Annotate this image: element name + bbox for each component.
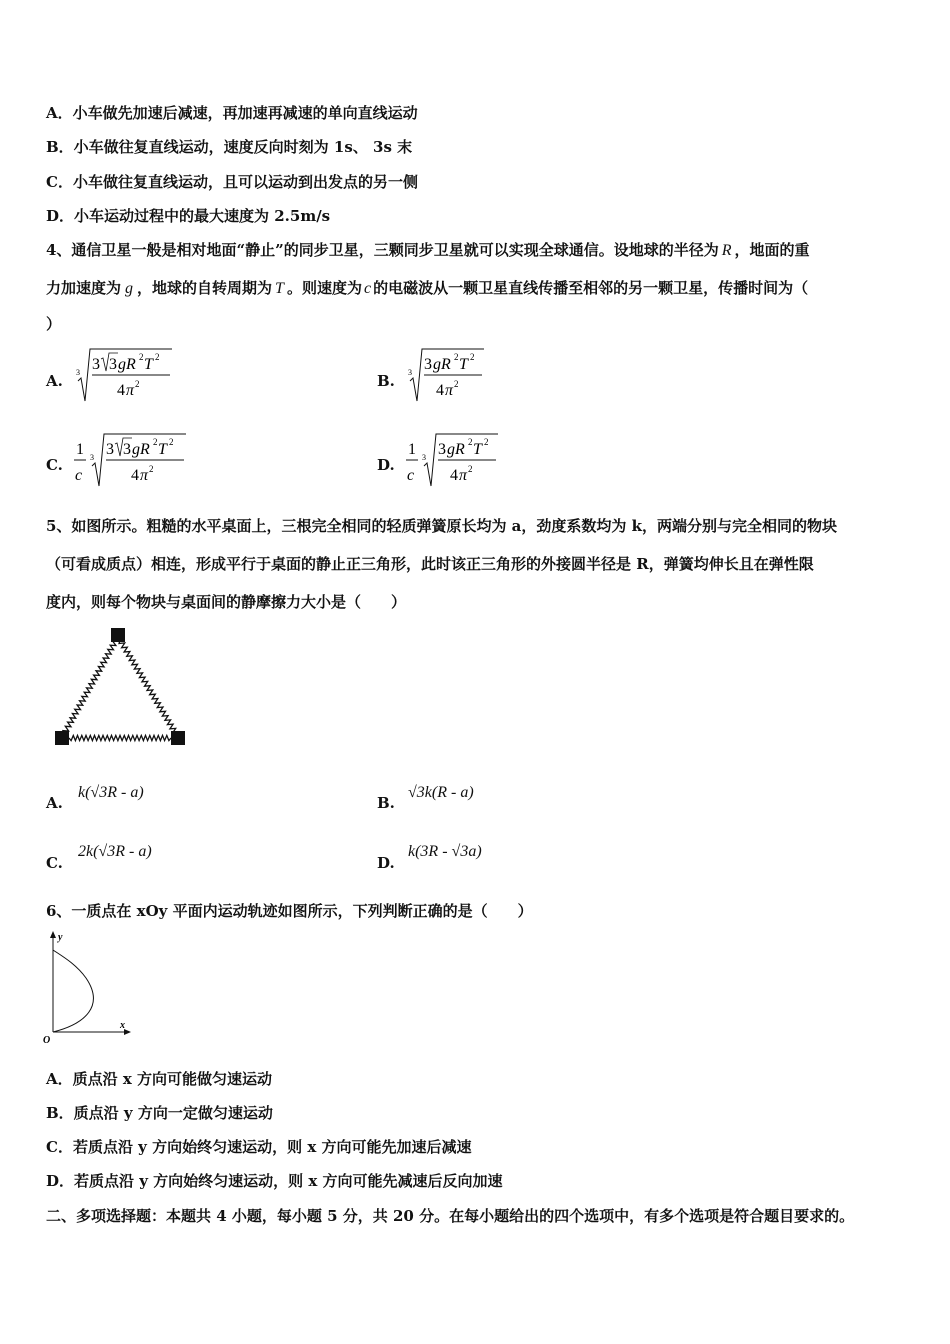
svg-text:3: 3 (408, 368, 412, 377)
svg-text:c: c (75, 467, 83, 484)
svg-text:c: c (407, 467, 415, 484)
svg-text:1: 1 (408, 441, 416, 458)
q5-label-b: B. (377, 794, 395, 812)
svg-text:2: 2 (139, 352, 144, 362)
q5-stem-line3: 度内，则每个物块与桌面间的静摩擦力大小是（ ） (46, 593, 407, 611)
svg-text:3: 3 (106, 441, 114, 458)
q3-option-d: D．小车运动过程中的最大速度为 2.5m/s (46, 207, 331, 225)
q5-answer-d: k(3R - √3a) (408, 843, 482, 860)
svg-text:3: 3 (92, 356, 100, 373)
svg-text:π: π (140, 467, 149, 484)
q5-answer-b: √3k(R - a) (408, 784, 474, 801)
q3-option-a: A．小车做先加速后减速，再加速再减速的单向直线运动 (46, 104, 418, 122)
svg-text:π: π (126, 382, 135, 399)
q5-answer-c: 2k(√3R - a) (78, 843, 152, 860)
q4-var-g: g (125, 280, 134, 297)
q4-formula-a (72, 345, 192, 405)
q3-option-b: B．小车做往复直线运动，速度反向时刻为 1s、 3s 末 (46, 138, 413, 156)
svg-text:3: 3 (109, 356, 117, 373)
section-2-heading: 二、多项选择题：本题共 4 小题，每小题 5 分，共 20 分。在每小题给出的四个选项中，有多个选项是符合题目要求的。 (46, 1207, 855, 1225)
q4-stem-text-d: ，地球的自转周期为 (137, 279, 273, 297)
axis-label-x: x (120, 1020, 125, 1031)
q4-stem-text-c: 力加速度为 (46, 279, 122, 297)
q6-option-c: C．若质点沿 y 方向始终匀速运动，则 x 方向可能先加速后减速 (46, 1138, 472, 1156)
trajectory-curve (53, 950, 93, 1032)
svg-text:2: 2 (454, 379, 459, 389)
origin-label: O (43, 1035, 51, 1046)
q5-stem-line1: 5、如图所示。粗糙的水平桌面上，三根完全相同的轻质弹簧原长均为 a，劲度系数均为 k，两端分别与完全相同的物块 (46, 517, 837, 535)
q6-option-a: A．质点沿 x 方向可能做匀速运动 (46, 1070, 273, 1088)
q6-trajectory-figure (40, 928, 140, 1046)
svg-text:3: 3 (76, 368, 80, 377)
svg-text:2: 2 (468, 437, 473, 447)
spring-zigzag (63, 640, 116, 734)
svg-text:3: 3 (438, 441, 446, 458)
svg-text:3: 3 (90, 453, 94, 462)
q5-label-a: A. (46, 794, 63, 812)
svg-text:4: 4 (131, 467, 139, 484)
svg-text:gR: gR (132, 441, 150, 458)
q4-var-t: T (275, 280, 284, 297)
q5-answer-a: k(√3R - a) (78, 784, 144, 801)
q4-formula-d (404, 430, 514, 490)
axis-label-y: y (58, 932, 63, 943)
q4-stem-text-e: 。则速度为 (286, 279, 362, 297)
svg-text:2: 2 (470, 352, 475, 362)
q5-spring-triangle-figure (48, 622, 193, 752)
q4-formula-c (72, 430, 202, 490)
svg-text:1: 1 (76, 441, 84, 458)
svg-text:T: T (144, 356, 153, 373)
q4-stem-line3: ） (46, 315, 62, 333)
q4-label-c: C. (46, 456, 63, 474)
q4-var-r: R (721, 242, 732, 259)
svg-text:gR: gR (118, 356, 136, 373)
svg-text:π: π (459, 467, 468, 484)
svg-text:3: 3 (424, 356, 432, 373)
svg-text:T: T (473, 441, 482, 458)
svg-text:2: 2 (149, 464, 154, 474)
q4-label-b: B. (377, 372, 395, 390)
svg-text:4: 4 (450, 467, 458, 484)
q3-option-c: C．小车做往复直线运动，且可以运动到出发点的另一侧 (46, 173, 418, 191)
svg-text:4: 4 (436, 382, 444, 399)
q4-stem-text-a: 4、通信卫星一般是相对地面“静止”的同步卫星，三颗同步卫星就可以实现全球通信。设地球的半径为 (46, 241, 719, 259)
spring-right (119, 640, 176, 734)
q4-stem-text-b: ，地面的重 (734, 241, 810, 259)
svg-text:4: 4 (117, 382, 125, 399)
q5-stem-line2: （可看成质点）相连，形成平行于桌面的静止正三角形，此时该正三角形的外接圆半径是 R，弹簧均伸长且在弹性限 (46, 555, 814, 573)
spring-left (63, 640, 116, 734)
y-axis-arrow (50, 931, 56, 938)
q4-label-a: A. (46, 372, 63, 390)
q6-stem: 6、一质点在 xOy 平面内运动轨迹如图所示，下列判断正确的是（ ） (46, 902, 533, 920)
svg-text:gR: gR (433, 356, 451, 373)
spring-zigzag (119, 640, 176, 734)
svg-text:π: π (445, 382, 454, 399)
spring-bottom (69, 735, 171, 740)
svg-text:T: T (158, 441, 167, 458)
q4-stem-text-f: 的电磁波从一颗卫星直线传播至相邻的另一颗卫星，传播时间为（ (373, 279, 809, 297)
svg-text:2: 2 (169, 437, 174, 447)
svg-text:3: 3 (123, 441, 131, 458)
svg-text:3: 3 (422, 453, 426, 462)
q4-stem-line2 (46, 277, 808, 298)
svg-text:T: T (459, 356, 468, 373)
q5-label-c: C. (46, 854, 63, 872)
svg-text:2: 2 (468, 464, 473, 474)
q6-option-d: D．若质点沿 y 方向始终匀速运动，则 x 方向可能先减速后反向加速 (46, 1172, 503, 1190)
spring-zigzag (69, 735, 171, 740)
q4-label-d: D. (377, 456, 395, 474)
svg-text:2: 2 (153, 437, 158, 447)
svg-text:2: 2 (155, 352, 160, 362)
svg-text:2: 2 (135, 379, 140, 389)
q5-label-d: D. (377, 854, 395, 872)
x-axis-arrow (124, 1029, 131, 1035)
q4-formula-b (404, 345, 504, 405)
q6-option-b: B．质点沿 y 方向一定做匀速运动 (46, 1104, 273, 1122)
block-left (55, 731, 69, 745)
block-right (171, 731, 185, 745)
svg-text:2: 2 (454, 352, 459, 362)
svg-text:gR: gR (447, 441, 465, 458)
q4-var-c: c (363, 280, 372, 297)
svg-text:2: 2 (484, 437, 489, 447)
block-top (111, 628, 125, 642)
q4-stem-line1 (46, 239, 810, 260)
